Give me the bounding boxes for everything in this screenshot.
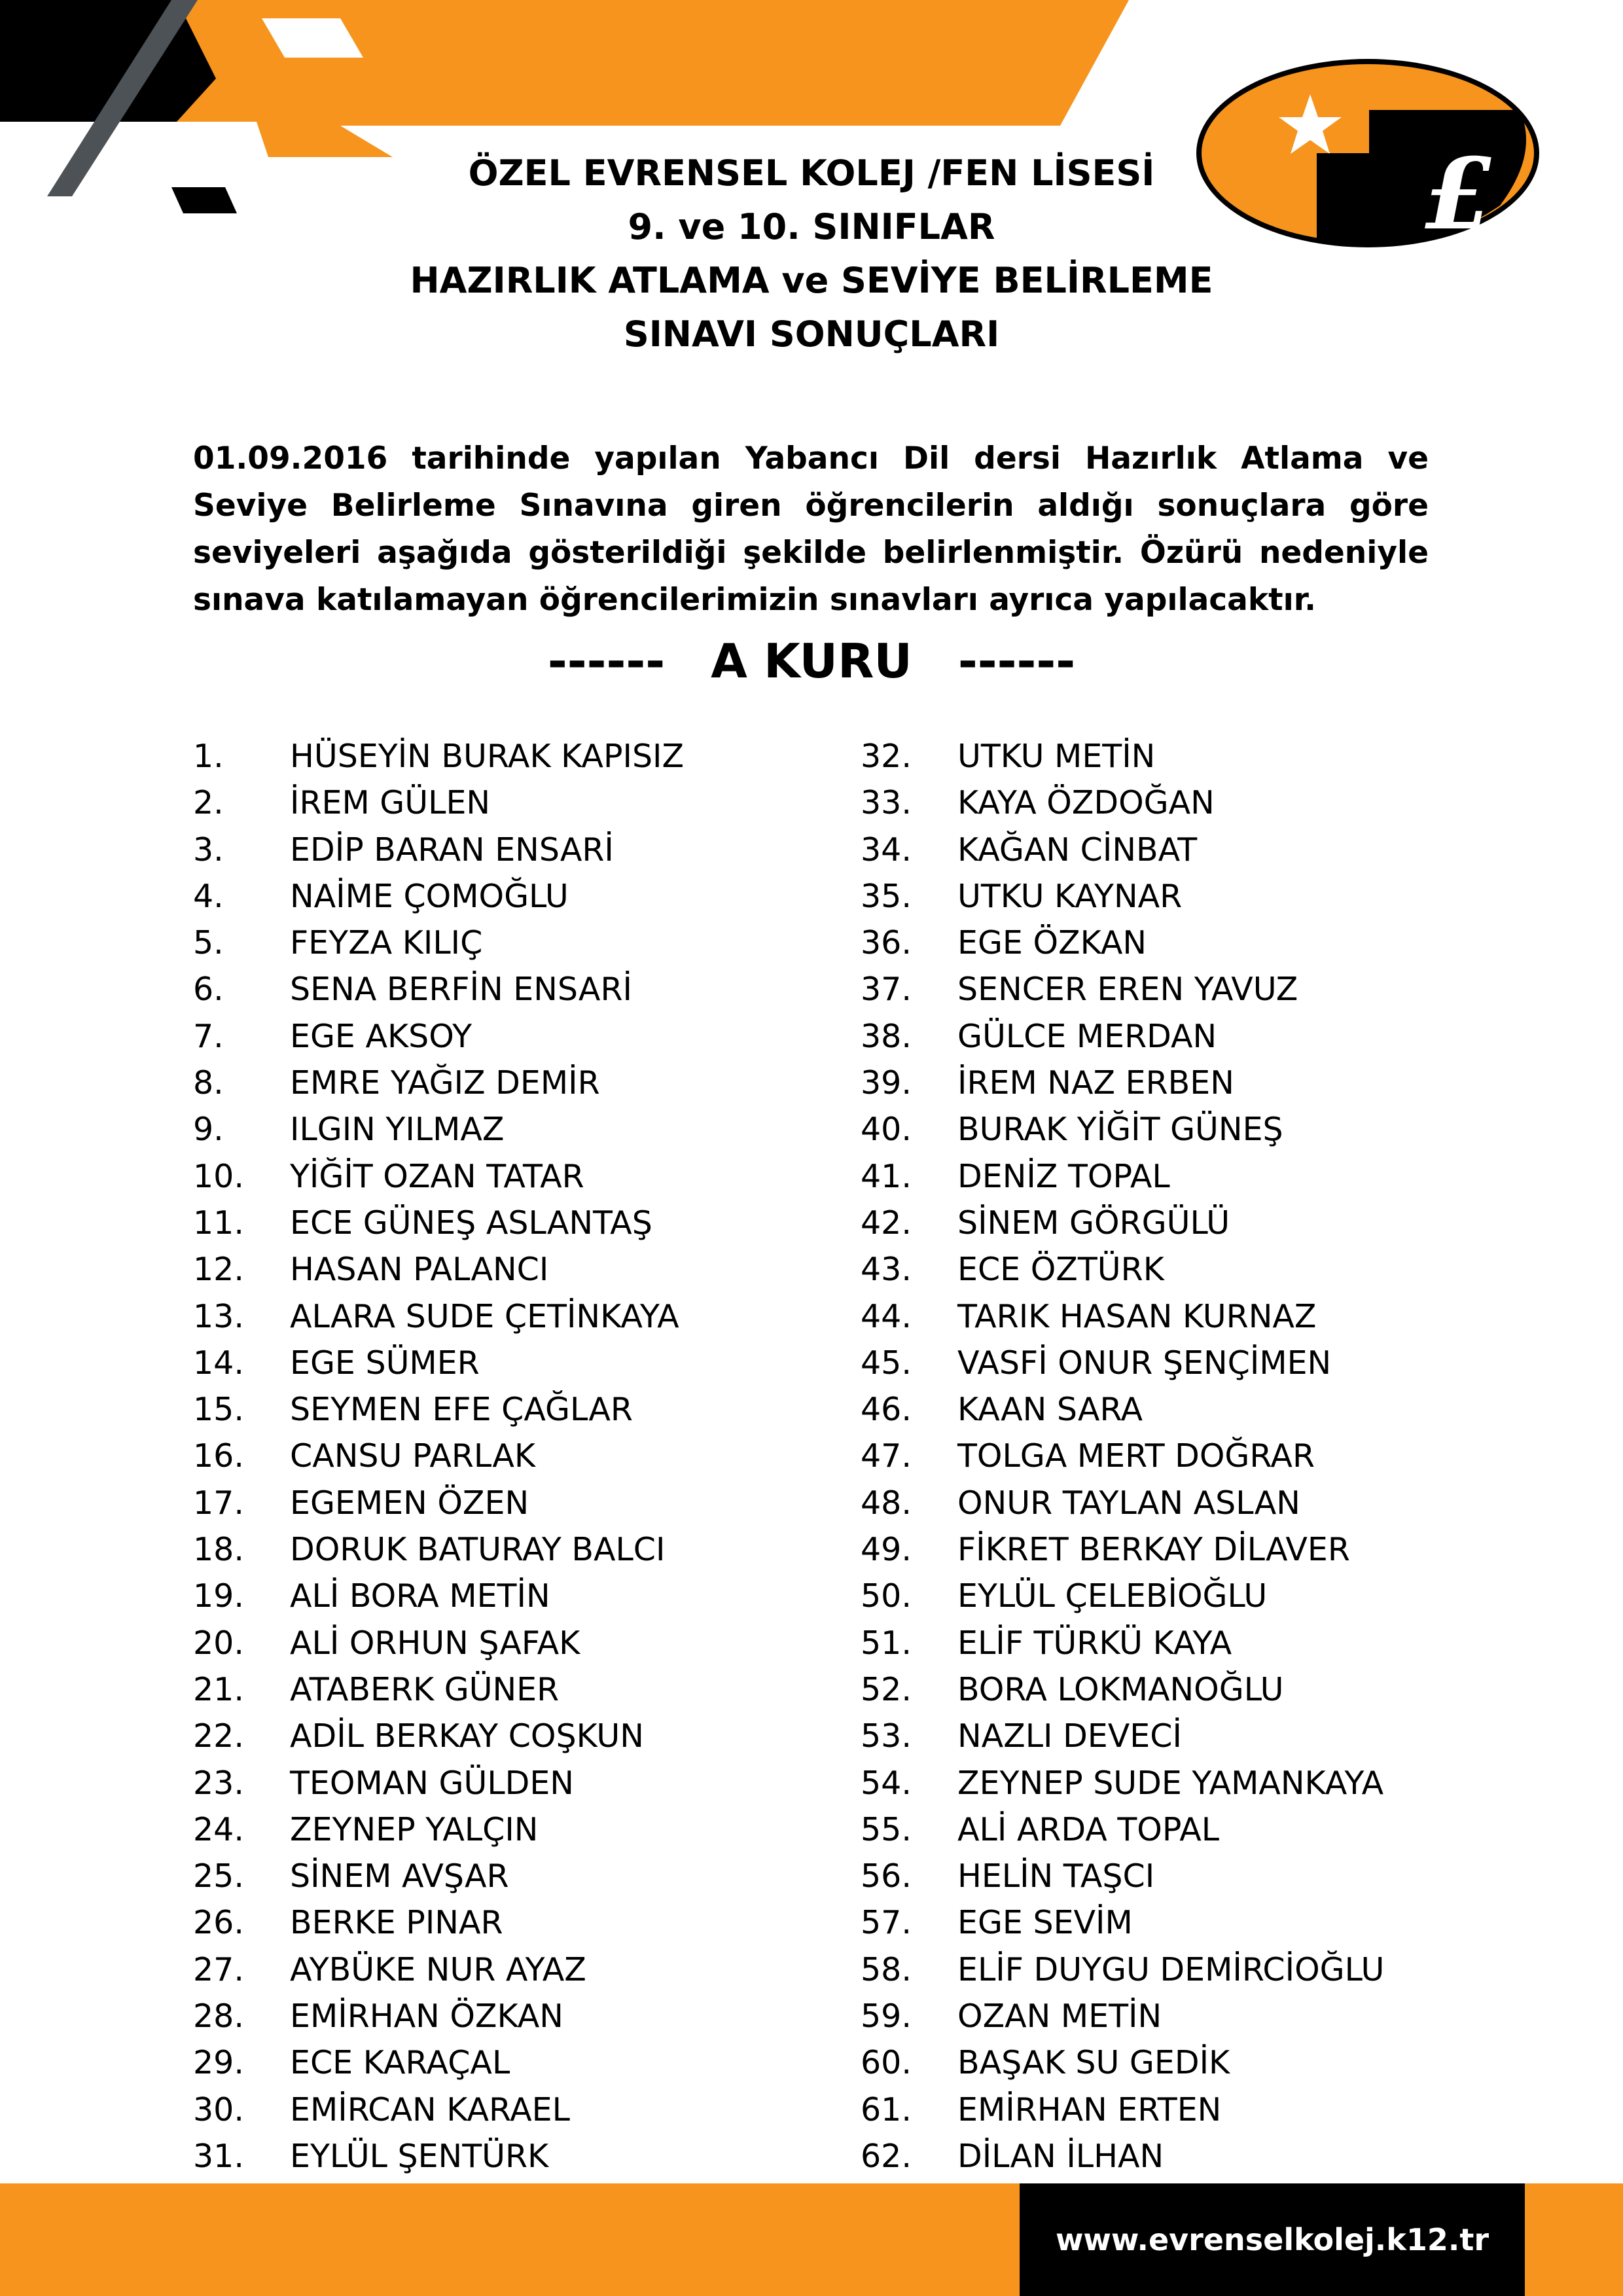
student-name: ALARA SUDE ÇETİNKAYA bbox=[290, 1297, 679, 1335]
list-item bbox=[861, 1293, 1384, 1340]
student-name: ALİ ORHUN ŞAFAK bbox=[290, 1624, 580, 1662]
student-name: SENA BERFİN ENSARİ bbox=[290, 971, 632, 1009]
student-name: ECE GÜNEŞ ASLANTAŞ bbox=[290, 1204, 652, 1242]
student-name: GÜLCE MERDAN bbox=[957, 1017, 1217, 1055]
list-item bbox=[193, 1433, 684, 1479]
title-line-results: SINAVI SONUÇLARI bbox=[623, 314, 1000, 355]
list-item bbox=[861, 1526, 1384, 1573]
student-number: 60. bbox=[861, 2044, 912, 2082]
student-name: EMİRHAN ÖZKAN bbox=[290, 1998, 563, 2036]
list-item bbox=[193, 780, 684, 826]
student-name: ZEYNEP YALÇIN bbox=[290, 1810, 539, 1848]
student-name: ONUR TAYLAN ASLAN bbox=[957, 1484, 1300, 1522]
student-number: 59. bbox=[861, 1998, 912, 2036]
student-name: YİĞİT OZAN TATAR bbox=[290, 1157, 584, 1195]
student-number: 11. bbox=[193, 1204, 244, 1242]
student-number: 35. bbox=[861, 877, 912, 915]
list-item bbox=[193, 1386, 684, 1433]
student-name: HÜSEYİN BURAK KAPISIZ bbox=[290, 738, 685, 775]
student-name: İREM GÜLEN bbox=[290, 784, 491, 822]
student-number: 53. bbox=[861, 1717, 912, 1755]
list-item bbox=[193, 1013, 684, 1060]
student-name: SEYMEN EFE ÇAĞLAR bbox=[290, 1391, 633, 1429]
student-name: KAYA ÖZDOĞAN bbox=[957, 784, 1215, 822]
student-number: 55. bbox=[861, 1810, 912, 1848]
student-number: 25. bbox=[193, 1857, 244, 1895]
list-item bbox=[193, 920, 684, 966]
list-item bbox=[193, 1713, 684, 1759]
student-name: SİNEM AVŞAR bbox=[290, 1857, 509, 1895]
student-name: NAİME ÇOMOĞLU bbox=[290, 877, 569, 915]
student-number: 7. bbox=[193, 1017, 224, 1055]
student-number: 43. bbox=[861, 1251, 912, 1289]
student-name: EGE ÖZKAN bbox=[957, 924, 1147, 962]
student-number: 47. bbox=[861, 1437, 912, 1475]
student-number: 49. bbox=[861, 1531, 912, 1569]
list-item bbox=[861, 1946, 1384, 1993]
header-orange-band bbox=[216, 0, 1129, 157]
student-name: HASAN PALANCI bbox=[290, 1251, 549, 1289]
student-name: ELİF TÜRKÜ KAYA bbox=[957, 1624, 1232, 1662]
list-item bbox=[193, 1946, 684, 1993]
intro-paragraph: 01.09.2016 tarihinde yapılan Yabancı Dil dersi Hazırlık Atlama ve Seviye Belirleme Sınavına giren öğrencilerin aldığı sonuçlara göre seviyeleri aşağıda gösterildiği şekilde belirlenmiştir. Özürü nedeniyle sınava katılamayan öğrencilerimizin sınavları ayrıca yapılacaktır. bbox=[193, 440, 1429, 618]
student-number: 26. bbox=[193, 1904, 244, 1942]
student-name: UTKU KAYNAR bbox=[957, 877, 1183, 915]
list-item bbox=[861, 1713, 1384, 1759]
student-name: FİKRET BERKAY DİLAVER bbox=[957, 1531, 1350, 1569]
student-name: EYLÜL ŞENTÜRK bbox=[290, 2137, 549, 2175]
student-number: 12. bbox=[193, 1251, 244, 1289]
student-name: TEOMAN GÜLDEN bbox=[290, 1764, 574, 1802]
student-number: 3. bbox=[193, 831, 224, 869]
website-link[interactable]: www.evrenselkolej.k12.tr bbox=[1055, 2222, 1489, 2257]
list-item bbox=[861, 966, 1384, 1013]
student-name: EMİRCAN KARAEL bbox=[290, 2090, 570, 2128]
list-item bbox=[193, 2039, 684, 2086]
list-item bbox=[861, 1013, 1384, 1060]
student-name: ILGIN YILMAZ bbox=[290, 1111, 505, 1149]
student-name: BORA LOKMANOĞLU bbox=[957, 1670, 1284, 1708]
list-item bbox=[193, 1573, 684, 1619]
student-name: ZEYNEP SUDE YAMANKAYA bbox=[957, 1764, 1384, 1802]
list-item bbox=[193, 1666, 684, 1713]
student-number: 4. bbox=[193, 877, 224, 915]
list-item bbox=[861, 1153, 1384, 1200]
student-name: FEYZA KILIÇ bbox=[290, 924, 483, 962]
list-item bbox=[861, 2039, 1384, 2086]
section-heading bbox=[0, 628, 1623, 694]
student-number: 52. bbox=[861, 1670, 912, 1708]
student-name: EGEMEN ÖZEN bbox=[290, 1484, 529, 1522]
student-name: NAZLI DEVECİ bbox=[957, 1717, 1182, 1755]
student-number: 8. bbox=[193, 1064, 224, 1102]
list-item bbox=[861, 827, 1384, 873]
student-name: UTKU METİN bbox=[957, 738, 1156, 775]
student-name: EGE AKSOY bbox=[290, 1017, 473, 1055]
student-name: KAĞAN CİNBAT bbox=[957, 831, 1198, 869]
student-name: DORUK BATURAY BALCI bbox=[290, 1531, 666, 1569]
list-item bbox=[193, 1340, 684, 1386]
student-number: 16. bbox=[193, 1437, 244, 1475]
student-number: 28. bbox=[193, 1998, 244, 2036]
list-item bbox=[193, 1153, 684, 1200]
student-name: ECE KARAÇAL bbox=[290, 2044, 510, 2082]
list-item bbox=[193, 1200, 684, 1246]
list-item bbox=[861, 1993, 1384, 2039]
student-number: 22. bbox=[193, 1717, 244, 1755]
student-number: 42. bbox=[861, 1204, 912, 1242]
student-number: 45. bbox=[861, 1344, 912, 1382]
student-name: İREM NAZ ERBEN bbox=[957, 1064, 1234, 1102]
list-item bbox=[861, 920, 1384, 966]
student-number: 14. bbox=[193, 1344, 244, 1382]
list-item bbox=[861, 2087, 1384, 2133]
student-name: ECE ÖZTÜRK bbox=[957, 1251, 1164, 1289]
student-list-right bbox=[861, 733, 1384, 2179]
list-item bbox=[861, 1433, 1384, 1479]
student-name: BERKE PINAR bbox=[290, 1904, 503, 1942]
student-name: EMRE YAĞIZ DEMİR bbox=[290, 1064, 600, 1102]
student-name: SENCER EREN YAVUZ bbox=[957, 971, 1298, 1009]
student-name: OZAN METİN bbox=[957, 1998, 1162, 2036]
student-name: ELİF DUYGU DEMİRCİOĞLU bbox=[957, 1950, 1385, 1988]
student-number: 10. bbox=[193, 1157, 244, 1195]
list-item bbox=[861, 1106, 1384, 1153]
title-line-exam: HAZIRLIK ATLAMA ve SEVİYE BELİRLEME bbox=[410, 260, 1213, 301]
list-item bbox=[193, 1480, 684, 1526]
student-number: 34. bbox=[861, 831, 912, 869]
student-name: EDİP BARAN ENSARİ bbox=[290, 831, 614, 869]
student-number: 33. bbox=[861, 784, 912, 822]
list-item bbox=[861, 1480, 1384, 1526]
student-name: ATABERK GÜNER bbox=[290, 1670, 560, 1708]
list-item bbox=[861, 1573, 1384, 1619]
list-item bbox=[861, 1760, 1384, 1806]
student-number: 62. bbox=[861, 2137, 912, 2175]
student-name: EYLÜL ÇELEBİOĞLU bbox=[957, 1577, 1268, 1615]
title-line-school: ÖZEL EVRENSEL KOLEJ /FEN LİSESİ bbox=[468, 152, 1155, 194]
list-item bbox=[193, 1853, 684, 1899]
student-number: 27. bbox=[193, 1950, 244, 1988]
list-item bbox=[861, 1246, 1384, 1293]
student-number: 30. bbox=[193, 2090, 244, 2128]
list-item bbox=[193, 1760, 684, 1806]
list-item bbox=[193, 1620, 684, 1666]
list-item bbox=[193, 1899, 684, 1946]
footer-url-box bbox=[1020, 2183, 1525, 2296]
student-number: 6. bbox=[193, 971, 224, 1009]
student-number: 40. bbox=[861, 1111, 912, 1149]
student-name: TARIK HASAN KURNAZ bbox=[957, 1297, 1317, 1335]
list-item bbox=[193, 827, 684, 873]
list-item bbox=[861, 1386, 1384, 1433]
list-item bbox=[861, 1806, 1384, 1853]
student-number: 46. bbox=[861, 1391, 912, 1429]
footer-band bbox=[0, 2183, 1623, 2296]
student-name: ADİL BERKAY COŞKUN bbox=[290, 1717, 644, 1755]
student-number: 15. bbox=[193, 1391, 244, 1429]
title-line-grades: 9. ve 10. SINIFLAR bbox=[628, 206, 995, 247]
list-item bbox=[861, 873, 1384, 920]
student-name: EGE SEVİM bbox=[957, 1904, 1133, 1942]
section-dash-right: ------ bbox=[957, 634, 1076, 689]
student-name: EMİRHAN ERTEN bbox=[957, 2090, 1222, 2128]
student-number: 57. bbox=[861, 1904, 912, 1942]
student-number: 58. bbox=[861, 1950, 912, 1988]
student-number: 36. bbox=[861, 924, 912, 962]
list-item bbox=[861, 1899, 1384, 1946]
student-number: 61. bbox=[861, 2090, 912, 2128]
list-item bbox=[193, 1806, 684, 1853]
logo-glyph: £ bbox=[1425, 137, 1493, 251]
list-item bbox=[193, 1526, 684, 1573]
student-number: 48. bbox=[861, 1484, 912, 1522]
list-item bbox=[193, 2133, 684, 2179]
student-number: 20. bbox=[193, 1624, 244, 1662]
student-number: 2. bbox=[193, 784, 224, 822]
student-name: SİNEM GÖRGÜLÜ bbox=[957, 1204, 1230, 1242]
list-item bbox=[193, 1993, 684, 2039]
student-number: 17. bbox=[193, 1484, 244, 1522]
student-number: 31. bbox=[193, 2137, 244, 2175]
list-item bbox=[193, 966, 684, 1013]
student-name: ALİ BORA METİN bbox=[290, 1577, 550, 1615]
list-item bbox=[861, 1620, 1384, 1666]
list-item bbox=[861, 1340, 1384, 1386]
student-name: TOLGA MERT DOĞRAR bbox=[957, 1437, 1315, 1475]
student-number: 19. bbox=[193, 1577, 244, 1615]
student-number: 56. bbox=[861, 1857, 912, 1895]
student-name: DİLAN İLHAN bbox=[957, 2137, 1164, 2175]
list-item bbox=[193, 1293, 684, 1340]
list-item bbox=[193, 1246, 684, 1293]
student-name: ALİ ARDA TOPAL bbox=[957, 1810, 1220, 1848]
student-number: 41. bbox=[861, 1157, 912, 1195]
section-dash-left: ------ bbox=[547, 634, 666, 689]
list-item bbox=[193, 1106, 684, 1153]
list-item bbox=[861, 780, 1384, 826]
student-number: 51. bbox=[861, 1624, 912, 1662]
list-item bbox=[861, 1200, 1384, 1246]
student-number: 13. bbox=[193, 1297, 244, 1335]
list-item bbox=[861, 1853, 1384, 1899]
student-name: BAŞAK SU GEDİK bbox=[957, 2044, 1230, 2082]
student-number: 23. bbox=[193, 1764, 244, 1802]
student-name: BURAK YİĞİT GÜNEŞ bbox=[957, 1111, 1283, 1149]
student-number: 54. bbox=[861, 1764, 912, 1802]
list-item bbox=[193, 873, 684, 920]
list-item bbox=[861, 2133, 1384, 2179]
list-item bbox=[861, 1666, 1384, 1713]
student-number: 38. bbox=[861, 1017, 912, 1055]
student-name: CANSU PARLAK bbox=[290, 1437, 535, 1475]
student-number: 21. bbox=[193, 1670, 244, 1708]
student-name: HELİN TAŞCI bbox=[957, 1857, 1155, 1895]
student-number: 50. bbox=[861, 1577, 912, 1615]
student-number: 18. bbox=[193, 1531, 244, 1569]
student-number: 44. bbox=[861, 1297, 912, 1335]
page-title bbox=[0, 147, 1623, 361]
student-list-left bbox=[193, 733, 684, 2179]
student-number: 32. bbox=[861, 738, 912, 775]
student-name: AYBÜKE NUR AYAZ bbox=[290, 1950, 586, 1988]
student-number: 9. bbox=[193, 1111, 224, 1149]
list-item bbox=[861, 733, 1384, 780]
student-name: VASFİ ONUR ŞENÇİMEN bbox=[957, 1344, 1332, 1382]
student-number: 39. bbox=[861, 1064, 912, 1102]
student-name: KAAN SARA bbox=[957, 1391, 1143, 1429]
list-item bbox=[193, 2087, 684, 2133]
section-title: A KURU bbox=[711, 634, 912, 689]
student-number: 29. bbox=[193, 2044, 244, 2082]
student-number: 5. bbox=[193, 924, 224, 962]
student-number: 1. bbox=[193, 738, 224, 775]
student-name: EGE SÜMER bbox=[290, 1344, 480, 1382]
student-number: 37. bbox=[861, 971, 912, 1009]
list-item bbox=[193, 733, 684, 780]
list-item bbox=[193, 1060, 684, 1106]
list-item bbox=[861, 1060, 1384, 1106]
student-name: DENİZ TOPAL bbox=[957, 1157, 1170, 1195]
student-number: 24. bbox=[193, 1810, 244, 1848]
